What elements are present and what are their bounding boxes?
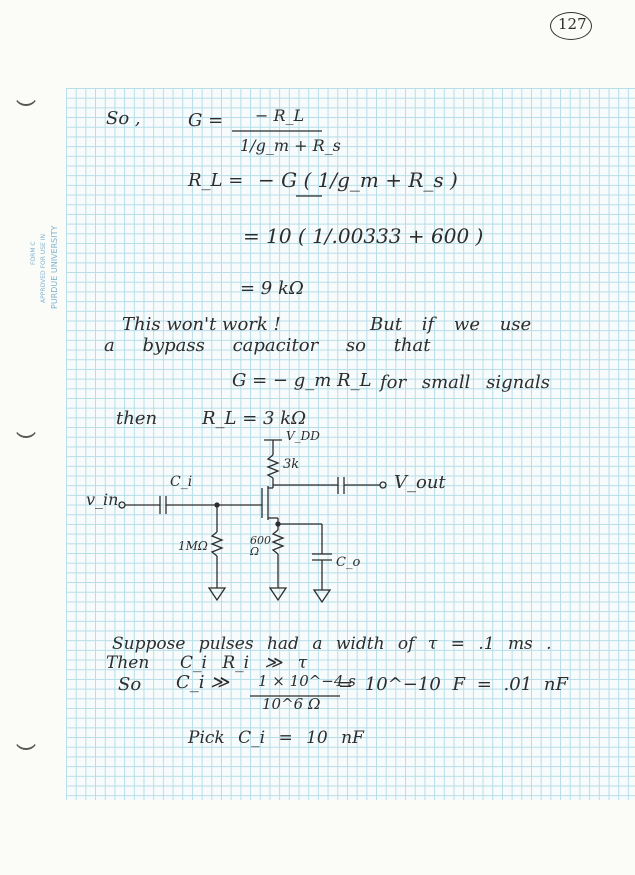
form-stamp-approval: APPROVED FOR USE IN	[40, 234, 47, 303]
note-but-if: But if we use	[370, 314, 532, 335]
label-vout: V_out	[394, 472, 446, 493]
form-stamp-form: FORM C	[30, 241, 37, 265]
condition: C_i R_i ≫ τ	[180, 653, 308, 673]
label-r-source: 600 Ω	[250, 534, 271, 558]
eq1-numerator: − R_L	[255, 106, 305, 125]
ci-calc-denominator: 10^6 Ω	[262, 695, 321, 713]
suppose-line: Suppose pulses had a width of τ = .1 ms .	[112, 634, 552, 654]
label-ci: C_i	[170, 474, 193, 490]
label-r-gate: 1MΩ	[178, 539, 208, 553]
eq6: R_L = 3 kΩ	[202, 408, 307, 429]
eq4: = 9 kΩ	[240, 278, 304, 299]
note-bypass: a bypass capacitor so that	[104, 335, 431, 356]
ci-calc-rhs: = 10^−10 F = .01 nF	[338, 674, 568, 695]
label-vdd: V_DD	[286, 429, 320, 443]
so-line-label: So	[118, 674, 142, 695]
eq5-condition: for small signals	[380, 372, 550, 393]
then-line-label: Then	[106, 653, 150, 673]
ci-calc-lhs: C_i ≫	[176, 672, 230, 693]
eq1-denominator: 1/g_m + R_s	[240, 136, 341, 155]
pick-line: Pick C_i = 10 nF	[188, 728, 364, 748]
eq2-rhs: − G ( 1/g_m + R_s )	[258, 168, 458, 192]
eq2-lhs: R_L =	[188, 170, 244, 191]
eq5: G = − g_m R_L	[232, 370, 372, 391]
page-number: 127	[558, 15, 587, 33]
ci-calc-numerator: 1 × 10^−4 s	[258, 672, 356, 690]
eq3: = 10 ( 1/.00333 + 600 )	[243, 224, 484, 248]
then-label: then	[116, 408, 158, 429]
form-stamp-university: PURDUE UNIVERSITY	[50, 225, 59, 309]
eq1-lhs: G =	[188, 110, 224, 131]
label-r-load: 3k	[283, 457, 300, 472]
note-wont-work: This won't work !	[122, 314, 281, 335]
so-label: So ,	[106, 108, 141, 129]
label-vin: v_in	[86, 490, 119, 509]
label-c-bypass: C_o	[336, 555, 361, 570]
